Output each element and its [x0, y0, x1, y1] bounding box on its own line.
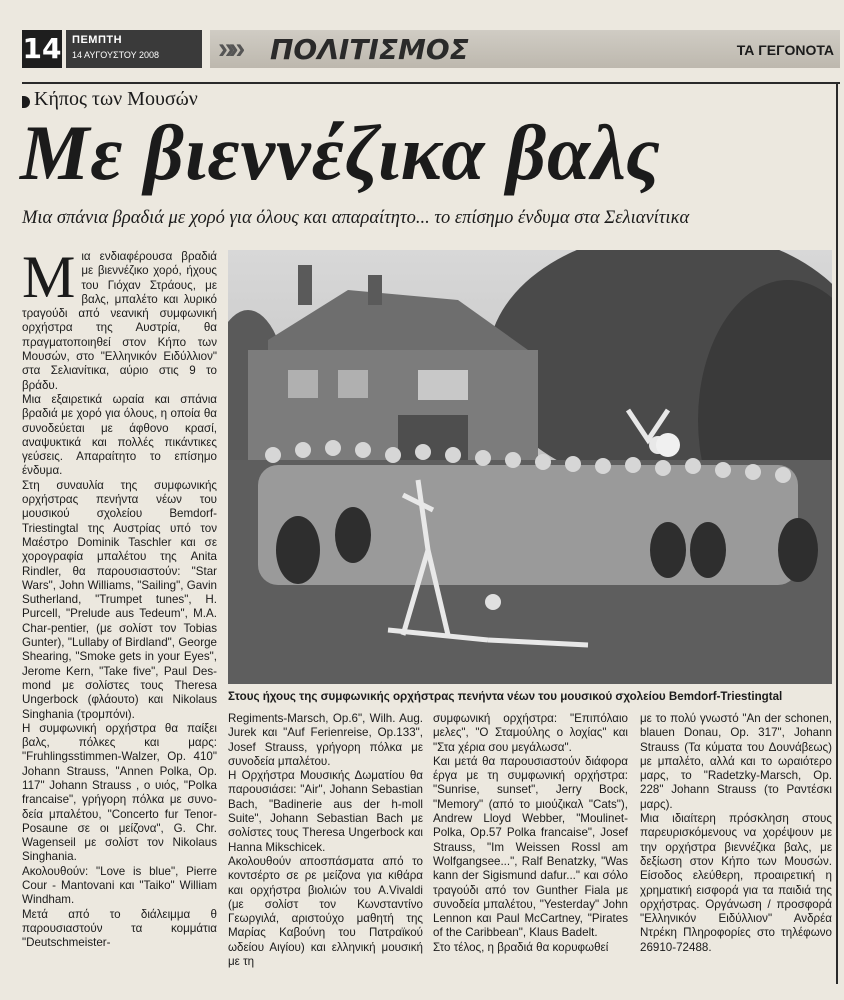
text-column-2 [228, 712, 423, 969]
paragraph: Μια ιδιαίτερη πρόσκληση στους παρευρισκόμενους να χορέψουν με την ορχήστρα βιεννέζικα βαλς, με δεξίωση στον Κήπο των Μουσών. Είσοδος ελεύθερη, προαιρετική η χρηματική εισφορά για τα παιδιά της ορχήστρας. Οργάνωση / προσφορά "Ελληνικόν Ειδύλλιον" Ανδρέα Ντρέκη Πληροφορίες στο τηλέφωνο 26910-72488. [640, 812, 832, 954]
article-subheadline: Μια σπάνια βραδιά με χορό για όλους και απαραίτητο... το επίσημο ένδυμα στα Σελιανίτικα [22, 208, 690, 228]
photo-illustration [228, 250, 832, 684]
kicker-marker-icon [22, 96, 30, 108]
double-chevron-icon: »» [218, 32, 240, 65]
article-headline: Με βιεννέζικα βαλς [20, 109, 661, 196]
page-number: 14 [22, 30, 62, 68]
day-name: ΠΕΜΠΤΗ [72, 34, 123, 46]
paragraph: Στη συναυλία της συμφωνικής ορχήστρας πενήντα νέων του μουσικού σχολείου Bemdorf-Triestingtal της Αυστρίας υπό τον Μαέστρο Dominik Taschler και σε χορογραφία μπαλέτου της Anita Rindler, θα παρουσιαστούν: "Star Wars", John Williams, "Sailing", Gavin Sutherland, "Trumpet tunes", H. Purcell, "Prelude aus Tedeum", M.A. Char-pentier, (με σολίστ τον Tobias Gunter), "Lullaby of Birdland", George Shearing, "Smoke gets in your Eyes", Jerome Kern, "Take five", Paul Des-mond με σολίστες τους Theresa Ungerbock (φλάουτο) και Nikolaus Singhania (τρομπόνι). [22, 478, 217, 721]
drop-cap: Μ [22, 244, 76, 310]
paragraph: Στο τέλος, η βραδιά θα κορυφωθεί [433, 940, 609, 954]
paragraph: Η συμφωνική ορχήστρα θα παίξει βαλς, πόλκες και μαρς: "Fruhlingsstimmen-Walzer, Op. 410" Johann Strauss, "Annen Polka, Op. 117" Johann Strauss , ο υιός, "Polka francaise", γρήγορη πόλκα με συνο-δεία μπαλέτου, "Concerto fur Tenor-Posaune σε οι μείζονα", G. Chr. Wagenseil με σολίστ τον Nikolaus Singhania. [22, 721, 217, 864]
issue-date: 14 ΑΥΓΟΥΣΤΟΥ 2008 [72, 50, 159, 60]
paragraph: Ακολουθούν: "Love is blue", Pierre Cour - Mantovani και "Taiko" William Windham. [22, 864, 217, 907]
article-kicker: Κήπος των Μουσών [34, 88, 198, 110]
paragraph: Μετά από το διάλειμμα θ παρουσιαστούν τα κομμάτια "Deutschmeister- [22, 907, 217, 950]
photo-caption: Στους ήχους της συμφωνικής ορχήστρας πενήντα νέων του μουσικού σχολείου Bemdorf-Triestingtal [228, 690, 783, 703]
text-column-4 [640, 712, 832, 955]
paragraph: Η Ορχήστρα Μουσικής Δωματίου θα παρουσιάσει: "Air", Johann Sebastian Bach, "Badinerie aus der h-moll Suite", Johann Sebastian Bach με σολίστες τους Theresa Ungerbock και Hanna Mikschicek. [228, 769, 423, 854]
paragraph: Μια εξαιρετικά ωραία και σπάνια βραδιά με χορό για όλους, η οποία θα συνοδεύεται με άφθονο κρασί, αναψυκτικά και πολλές πικάντικες γεύσεις. Απαραίτητο το επίσημο ένδυμα. [22, 392, 217, 478]
paragraph: συμφωνική ορχήστρα: "Επιπόλαιο μελες", "Ο Σταμούλης ο λοχίας" και "Στα χέρια σου μεγάλωσα". [433, 712, 628, 754]
date-box [66, 30, 202, 68]
section-title: ΠΟΛΙΤΙΣΜΟΣ [270, 33, 469, 66]
paragraph-text: ια ενδιαφέρουσα βραδιά με βιεννέζικο χορό, ήχους του Γιόχαν Στράους, με βαλς, μπαλέτο και λυρικό τραγούδι από νεανική συμφωνική ορχήστρα της Αυστρία, θα πραγματοποιηθεί στον Κήπο των Μουσών, στο "Ελληνικόν Ειδύλλιον" στα Σελιανίτικα, αύριο στις 9 το βράδυ. [22, 250, 217, 392]
text-column-3 [433, 712, 628, 955]
header-rule [22, 82, 840, 84]
paragraph: Regiments-Marsch, Op.6", Wilh. Aug. Jurek και "Auf Ferienreise, Op.133", Josef Strauss, γρήγορη πόλκα με συνοδεία μπαλέτου. [228, 712, 423, 768]
paragraph: Και μετά θα παρουσιαστούν διάφορα έργα με τη συμφωνική ορχήστρα: "Sunrise, sunset", Jerry Bock, "Memory" (από το μιούζικαλ "Cats"), Andrew Lloyd Webber, "Moulinet-Polka, Op.57 Polka francaise", Josef Strauss, "Im Weissen Rossl am Wolfgangsee...", Ralf Benatzky, "Was kann der Sigismund dafur..." και σόλο τραγούδι από τον Gunther Fiala με συνοδεία μπαλέτου, "Yesterday" John Lennon και Paul McCartney, "Pirates of the Caribbean", Klaus Badelt. [433, 754, 628, 940]
section-bar [210, 30, 840, 68]
paragraph: Ακολουθούν αποσπάσματα από το κοντσέρτο σε ρε μείζονα για κιθάρα και ορχήστρα βιολιών του A.Vivaldi (με σολίστ τον Κωνσταντίνο Γεωργιλά, αριστούχο μαθητή της Μαρίας Καβούνη του Πατραϊκού ωδείου Αιγίου) και ελληνική μουσική με τη [228, 854, 423, 969]
text-column-1 [22, 244, 217, 951]
paragraph [22, 244, 217, 393]
paragraph: με το πολύ γνωστό "An der schonen, blauen Donau, Op. 317", Johann Strauss (Τα κύματα του Δουνάβεως) με μπαλέτο, αλλά και το ωραιότερο μαρς, το "Radetzky-Marsch, Op. 228" Johann Strauss (το Ραντέσκι μαρς). [640, 712, 832, 811]
page-edge-rule [836, 84, 838, 984]
orchestra-photo [228, 250, 832, 684]
newspaper-brand: ΤΑ ΓΕΓΟΝΟΤΑ [736, 42, 834, 58]
